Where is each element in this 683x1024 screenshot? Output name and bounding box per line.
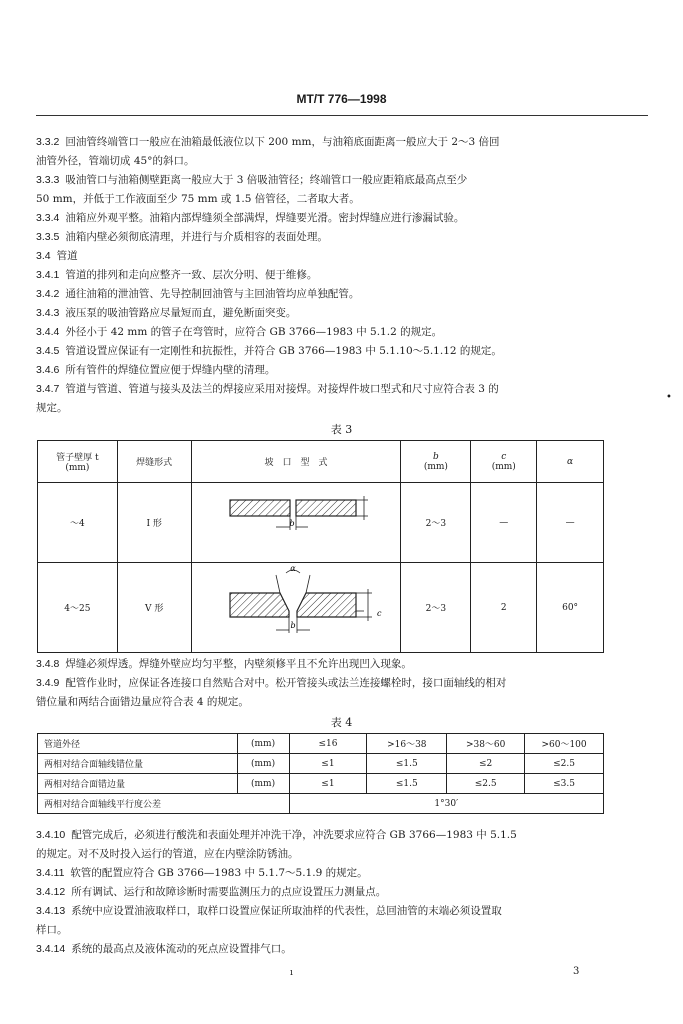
header-rule [36, 115, 648, 116]
table4-last-value: 1°30′ [289, 794, 603, 814]
table4-cell: ≤2.5 [447, 774, 525, 794]
v-groove-diagram [196, 565, 396, 647]
table3-cell-weld: I 形 [117, 483, 191, 563]
clause-3-4-5: 3.4.5 管道设置应保证有一定刚性和抗振性，并符合 GB 3766—1983 中 5.1.10～5.1.12 的规定。 [36, 345, 502, 357]
clause-3-4-6: 3.4.6 所有管件的焊缝位置应便于焊缝内壁的清理。 [36, 364, 276, 376]
clause-3-4-10: 3.4.10 配管完成后，必须进行酸洗和表面处理并冲洗干净，冲洗要求应符合 GB 3766—1983 中 5.1.5 的规定。对不及时投入运行的管道，应在内壁涂防锈油。 [36, 829, 517, 860]
table4-cell: ≤2 [447, 754, 525, 774]
table3-row-1 [38, 483, 604, 563]
table4-caption: 表 4 [330, 716, 353, 729]
clause-3-4-12: 3.4.12 所有调试、运行和故障诊断时需要监测压力的点应设置压力测量点。 [36, 886, 387, 898]
clause-3-3-2: 3.3.2 回油管终端管口一般应在油箱最低液位以下 200 mm，与油箱底面距离一般应大于 2～3 倍回 油管外径，管端切成 45°的斜口。 [36, 136, 500, 167]
table4-header-unit: (mm) [237, 734, 289, 754]
table3-header-row [38, 441, 604, 483]
table3-header-b: b (mm) [401, 441, 471, 483]
v-groove-alpha-label: α [290, 565, 296, 573]
table4-cell: ≤1.5 [367, 754, 447, 774]
table4-header-col: >38～60 [447, 734, 525, 754]
page-number: 3 [573, 966, 580, 977]
clause-3-4-4: 3.4.4 外径小于 42 mm 的管子在弯管时，应符合 GB 3766—1983 中 5.1.2 的规定。 [36, 326, 443, 338]
table4-header-label: 管道外径 [38, 734, 238, 754]
table3-header-a: α [537, 441, 604, 483]
table3-cell-b: 2～3 [401, 563, 471, 653]
table3-header-c: c (mm) [471, 441, 537, 483]
clause-3-4-1: 3.4.1 管道的排列和走向应整齐一致、层次分明、便于维修。 [36, 269, 318, 281]
table3-cell-weld: V 形 [117, 563, 191, 653]
v-groove-left-plate [230, 593, 289, 617]
table3-cell-c: 2 [471, 563, 537, 653]
clause-3-4-14: 3.4.14 系统的最高点及液体流动的死点应设置排气口。 [36, 943, 292, 955]
clause-3-3-4: 3.3.4 油箱应外观平整。油箱内部焊缝须全部满焊，焊缝要光滑。密封焊缝应进行渗漏试验。 [36, 212, 465, 224]
clause-3-4-9: 3.4.9 配管作业时，应保证各连接口自然贴合对中。松开管接头或法兰连接螺栓时，接口面轴线的相对 错位量和两结合面错边量应符合表 4 的规定。 [36, 677, 507, 708]
table3-cell-b: 2～3 [401, 483, 471, 563]
table3-caption: 表 3 [330, 423, 353, 436]
table3-header-weld: 焊缝形式 [117, 441, 191, 483]
table4-row [38, 754, 604, 774]
table4-row-label: 两相对结合面轴线错位量 [38, 754, 238, 774]
table4-cell: ≤1 [289, 754, 367, 774]
table4-header-col: >16～38 [367, 734, 447, 754]
clause-3-3-3: 3.3.3 吸油管口与油箱侧壁距离一般应大于 3 倍吸油管径；终端管口一般应距箱底最高点至少 50 mm，并低于工作液面至少 75 mm 或 1.5 倍管径，二者取大者。 [36, 174, 468, 205]
table4-row-last [38, 794, 604, 814]
table3-row-2 [38, 563, 604, 653]
table4-header-row [38, 734, 604, 754]
table4-cell: ≤2.5 [525, 754, 604, 774]
i-groove-left-plate [230, 500, 290, 516]
clause-3-4-2: 3.4.2 通往油箱的泄油管、先导控制回油管与主回油管均应单独配管。 [36, 288, 360, 300]
clause-3-4-13: 3.4.13 系统中应设置油液取样口，取样口设置应保证所取油样的代表性，总回油管的末端必须设置取 样口。 [36, 905, 502, 936]
footer-mark: ı [290, 968, 293, 978]
table4-header-col: ≤16 [289, 734, 367, 754]
table3-cell-a: — [537, 483, 604, 563]
table3-cell-a: 60° [537, 563, 604, 653]
table4-row [38, 774, 604, 794]
v-groove-c-label: c [377, 609, 382, 618]
table3-cell-t: 4～25 [38, 563, 118, 653]
document-header: MT/T 776—1998 [296, 92, 387, 106]
table4-row-unit: (mm) [237, 774, 289, 794]
i-groove-diagram [196, 486, 396, 556]
table4-cell: ≤1.5 [367, 774, 447, 794]
table3-cell-t: ～4 [38, 483, 118, 563]
table3 [37, 440, 604, 653]
table4-last-label: 两相对结合面轴线平行度公差 [38, 794, 290, 814]
clause-3-4-3: 3.4.3 液压泵的吸油管路应尽量短而直，避免断面突变。 [36, 307, 297, 319]
table4-cell: ≤1 [289, 774, 367, 794]
table3-cell-groove-diagram [191, 563, 401, 653]
clause-3-4-8: 3.4.8 焊缝必须焊透。焊缝外壁应均匀平整，内壁须修平且不允许出现凹入现象。 [36, 658, 412, 670]
v-groove-right-plate [297, 593, 356, 617]
table3-header-groove: 坡 口 型 式 [191, 441, 401, 483]
i-groove-right-plate [296, 500, 356, 516]
clause-3-4-11: 3.4.11 软管的配置应符合 GB 3766—1983 中 5.1.7～5.1.9 的规定。 [36, 867, 368, 879]
i-groove-b-label: b [289, 519, 295, 528]
clause-3-3-5: 3.3.5 油箱内壁必须彻底清理，并进行与介质相容的表面处理。 [36, 231, 328, 243]
table4-row-label: 两相对结合面错边量 [38, 774, 238, 794]
table3-cell-groove-diagram [191, 483, 401, 563]
v-groove-b-label: b [290, 621, 296, 630]
table3-cell-c: — [471, 483, 537, 563]
table4-row-unit: (mm) [237, 754, 289, 774]
section-3-4: 3.4 管道 [36, 250, 78, 262]
table4 [37, 733, 604, 814]
table3-header-t: 管子壁厚 t (mm) [38, 441, 118, 483]
clause-3-4-7: 3.4.7 管道与管道、管道与接头及法兰的焊接应采用对接焊。对接焊件坡口型式和尺寸应符合表 3 的 规定。 [36, 383, 499, 414]
stray-dot: • [666, 392, 672, 403]
table4-cell: ≤3.5 [525, 774, 604, 794]
table4-header-col: >60～100 [525, 734, 604, 754]
